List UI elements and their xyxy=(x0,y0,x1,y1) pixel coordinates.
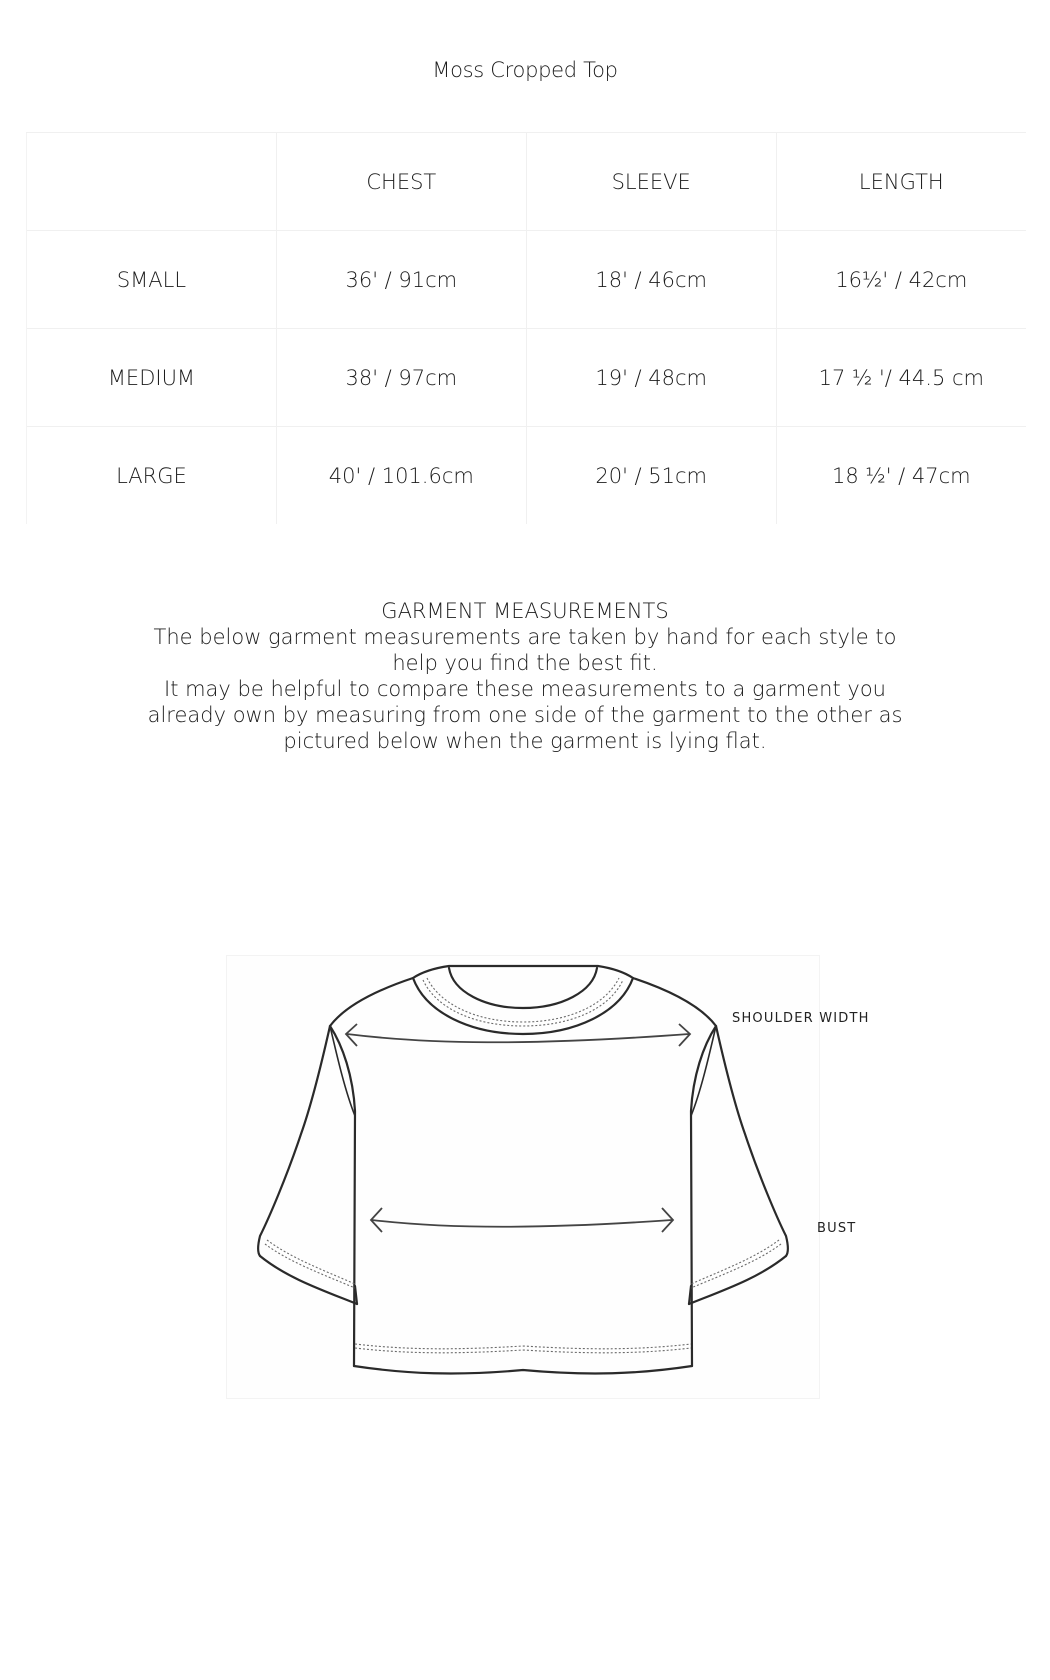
header-cell-sleeve: SLEEVE xyxy=(526,133,776,231)
header-cell-empty xyxy=(27,133,277,231)
size-label-medium: MEDIUM xyxy=(27,329,277,427)
sleeve-medium: 19' / 48cm xyxy=(526,329,776,427)
length-small: 16½' / 42cm xyxy=(776,231,1026,329)
section-text-2: It may be helpful to compare these measurements to a garment you already own by measuring from one side of the garment to the other as pictured below when the garment is lying flat. xyxy=(147,677,903,753)
size-label-large: LARGE xyxy=(27,427,277,525)
table-header-row xyxy=(27,133,1027,231)
sleeve-large: 20' / 51cm xyxy=(526,427,776,525)
garment-diagram xyxy=(226,955,870,1399)
page-title: Moss Cropped Top xyxy=(432,58,618,82)
shoulder-width-label: SHOULDER WIDTH xyxy=(732,1011,870,1026)
length-large: 18 ½' / 47cm xyxy=(776,427,1026,525)
section-heading: GARMENT MEASUREMENTS xyxy=(381,599,669,623)
garment-measurements-section xyxy=(130,598,920,754)
bust-arrow xyxy=(371,1208,673,1232)
size-chart-table xyxy=(26,132,1026,524)
chest-small: 36' / 91cm xyxy=(276,231,526,329)
header-cell-chest: CHEST xyxy=(276,133,526,231)
chest-medium: 38' / 97cm xyxy=(276,329,526,427)
size-label-small: SMALL xyxy=(27,231,277,329)
header-cell-length: LENGTH xyxy=(776,133,1026,231)
table-row-small xyxy=(27,231,1027,329)
sleeve-small: 18' / 46cm xyxy=(526,231,776,329)
t-shirt-illustration xyxy=(227,956,819,1398)
bust-label: BUST xyxy=(817,1221,857,1236)
table-row-medium xyxy=(27,329,1027,427)
length-medium: 17 ½ '/ 44.5 cm xyxy=(776,329,1026,427)
table-row-large xyxy=(27,427,1027,525)
chest-large: 40' / 101.6cm xyxy=(276,427,526,525)
section-text-1: The below garment measurements are taken by hand for each style to help you find the best fit. xyxy=(153,625,897,675)
